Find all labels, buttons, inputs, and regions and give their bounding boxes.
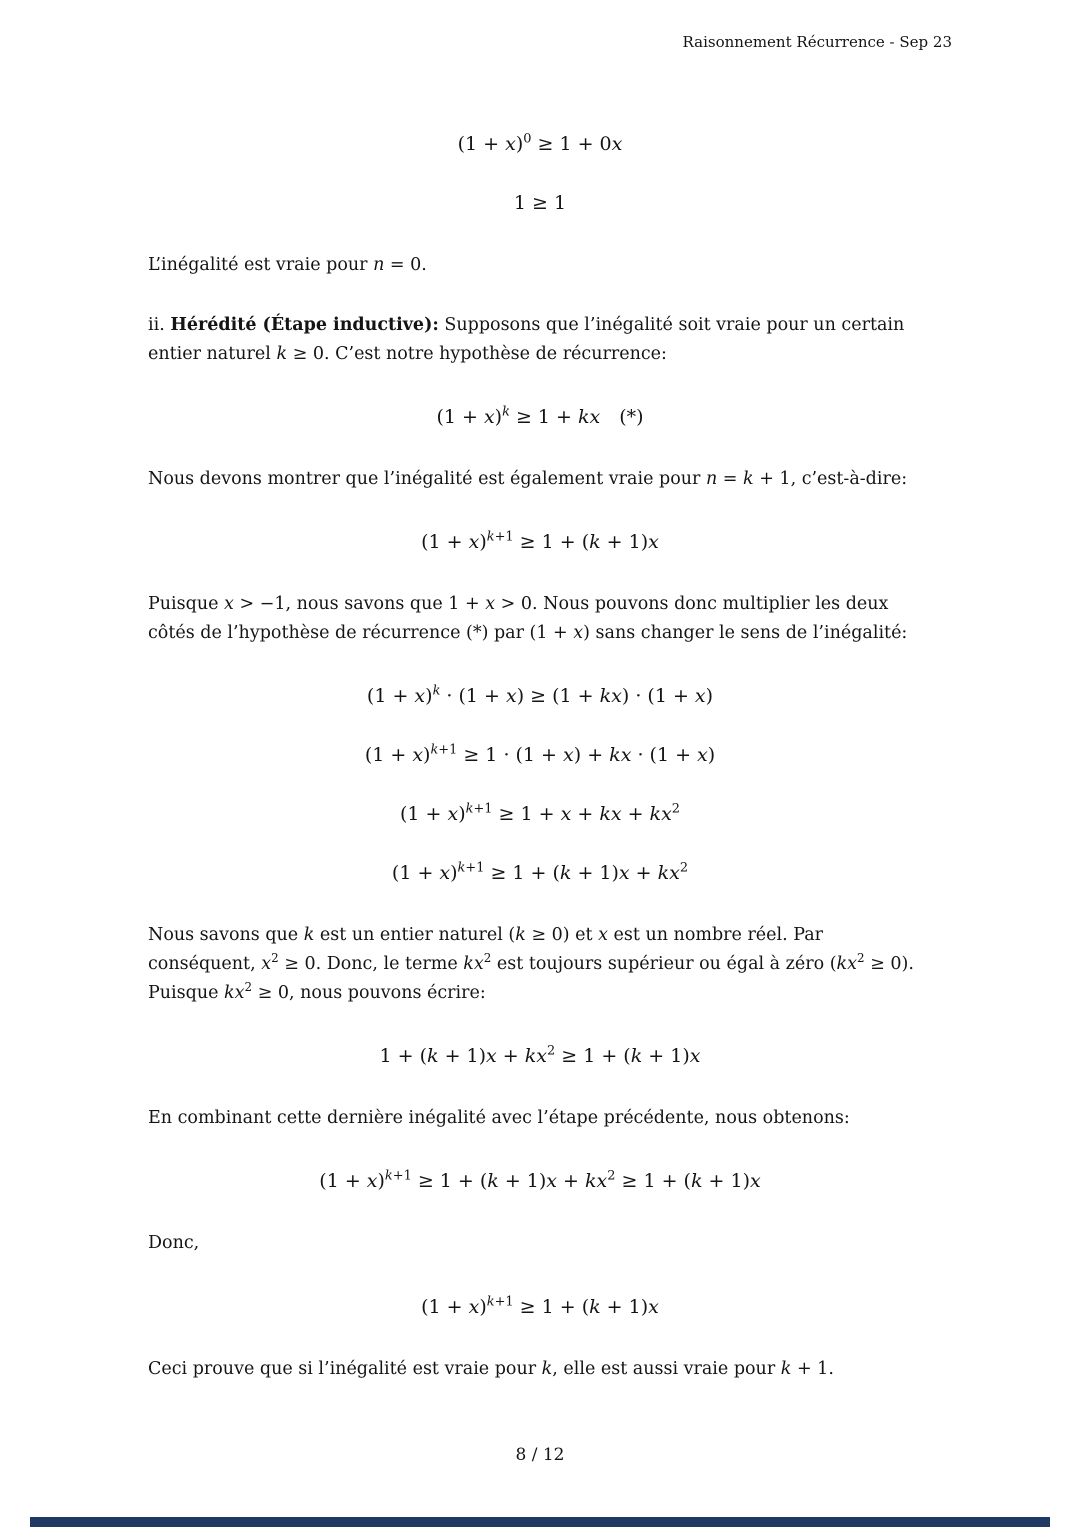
inline-math: n = 0: [373, 255, 422, 275]
inline-math: 1 + x > 0: [448, 594, 533, 615]
display-equation: $(1 + x)^k \cdot (1 + x) \ge (1 + kx) \cdot (1 + x)$: [366, 683, 714, 708]
inline-math: k: [541, 1358, 553, 1379]
inline-math: $x^2 \ge 0$: [261, 951, 316, 975]
inline-math: (1 + x): [529, 623, 590, 644]
display-equation: 1 ≥ 1: [513, 192, 567, 214]
inline-math: n = k + 1: [705, 469, 791, 490]
display-equation: $(1 + x)^{k+1} \ge 1 + (k + 1)x$: [421, 529, 659, 554]
display-equation: $1 + (k + 1)x + kx^2 \ge 1 + (k + 1)x$: [379, 1044, 701, 1068]
display-equation: $(1 + x)^{k+1} \ge 1 + (k + 1)x + kx^2 \ge 1 + (k + 1)x$: [319, 1169, 761, 1193]
display-equation: $(1 + x)^{k+1} \ge 1 + (k + 1)x + kx^2$: [391, 860, 689, 885]
paragraph: Ceci prouve que si l’inégalité est vraie pour k, elle est aussi vraie pour k + 1.: [148, 1358, 834, 1379]
inline-math: x > −1: [224, 594, 286, 615]
paragraph: Nous savons que k est un entier naturel (k ≥ 0) et x est un nombre réel. Par conséquent, $x^2 \ge 0$. Donc, le terme $kx^2$ est toujours supérieur ou égal à zéro $(kx^2 \ge 0)$. Puisque $kx^2 \ge 0$, nous pouvons écrire:: [148, 925, 914, 1004]
display-equation: $(1 + x)^0 \ge 1 + 0x$: [457, 131, 623, 155]
bottom-accent-bar: [30, 1517, 1050, 1527]
inline-math: $kx^2 \ge 0$: [836, 951, 902, 975]
paragraph: L’inégalité est vraie pour n = 0.: [148, 255, 427, 275]
page-number: 8 / 12: [515, 1445, 565, 1465]
inline-math: $kx^2$: [463, 951, 492, 975]
inline-math: $kx^2 \ge 0$: [224, 980, 290, 1004]
inline-math: k ≥ 0: [276, 344, 324, 365]
paragraph: En combinant cette dernière inégalité avec l’étape précédente, nous obtenons:: [148, 1108, 850, 1129]
paragraph: Puisque x > −1, nous savons que 1 + x > 0. Nous pouvons donc multiplier les deux côtés de l’hypothèse de récurrence (*) par (1 + x) sans changer le sens de l’inégalité:: [148, 594, 908, 644]
inline-math: k ≥ 0: [515, 925, 563, 946]
paragraph: Nous devons montrer que l’inégalité est également vraie pour n = k + 1, c’est-à-dire:: [148, 469, 908, 490]
inline-math: k + 1: [780, 1358, 829, 1379]
inline-math: x: [598, 925, 608, 946]
paragraph: ii. Hérédité (Étape inductive): Supposons que l’inégalité soit vraie pour un certain entier naturel k ≥ 0. C’est notre hypothèse de récurrence:: [148, 315, 905, 365]
inline-math: k: [303, 925, 315, 946]
display-equation: $(1 + x)^k \ge 1$ + kx (*): [436, 404, 644, 429]
display-equation: $(1 + x)^{k+1} \ge 1 \cdot (1 + x)$ + kx · (1 + x): [364, 742, 716, 767]
page-header: Raisonnement Récurrence - Sep 23: [682, 33, 952, 51]
paragraph: Donc,: [148, 1233, 200, 1254]
display-equation: $(1 + x)^{k+1} \ge 1 + (k + 1)x$: [421, 1294, 659, 1318]
display-equation: $(1 + x)^{k+1} \ge 1 + x$ + kx + $kx^2$: [400, 801, 680, 826]
